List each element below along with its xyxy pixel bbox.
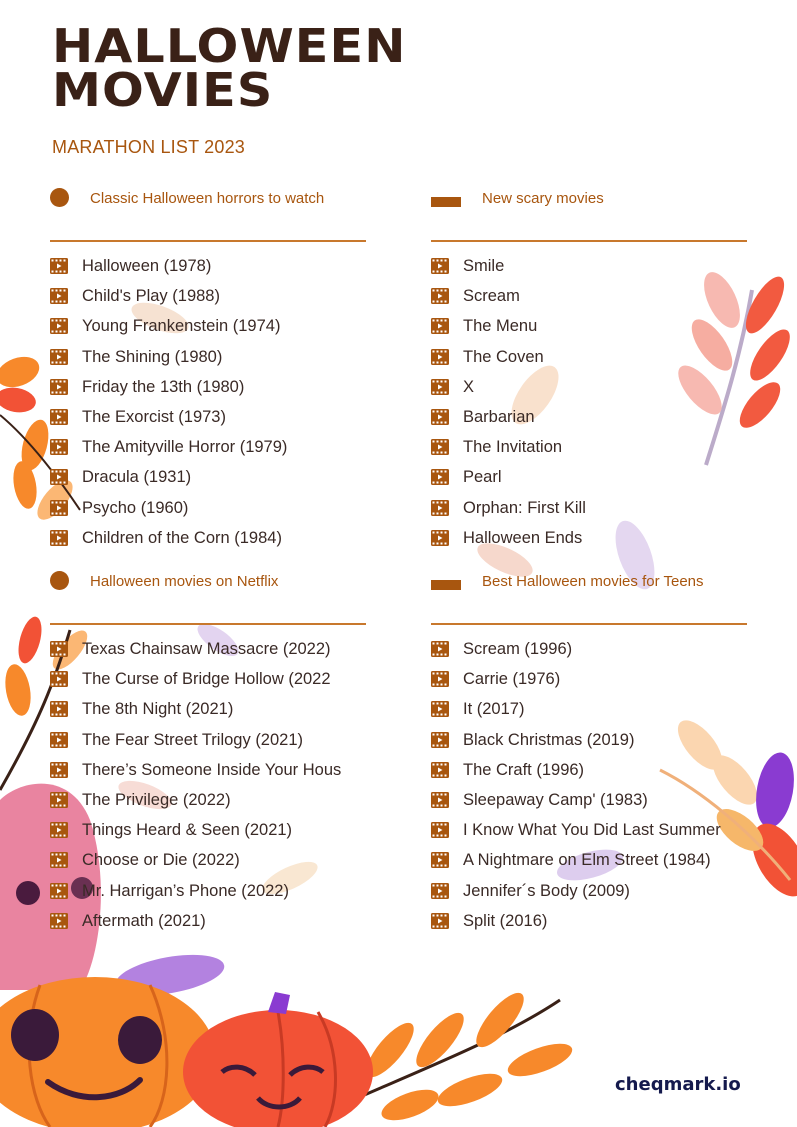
page-subtitle: MARATHON LIST 2023 bbox=[52, 137, 245, 157]
film-icon bbox=[50, 762, 68, 778]
movie-title: The Invitation bbox=[463, 438, 563, 457]
film-icon bbox=[431, 318, 449, 334]
film-icon bbox=[431, 439, 449, 455]
section-heading: New scary movies bbox=[482, 190, 604, 207]
movie-title: X bbox=[463, 377, 475, 396]
film-icon bbox=[50, 852, 68, 868]
film-icon bbox=[50, 469, 68, 485]
film-icon bbox=[431, 409, 449, 425]
movie-title: Children of the Corn (1984) bbox=[82, 528, 282, 547]
list-item bbox=[50, 316, 366, 346]
film-icon bbox=[50, 318, 68, 334]
list-item bbox=[431, 881, 747, 911]
pumpkin-icon bbox=[183, 992, 373, 1127]
film-icon bbox=[431, 792, 449, 808]
list-item bbox=[431, 377, 747, 407]
film-icon bbox=[50, 530, 68, 546]
list-item bbox=[50, 699, 366, 729]
film-icon bbox=[431, 500, 449, 516]
movie-title: Split (2016) bbox=[463, 911, 548, 930]
movie-title: Orphan: First Kill bbox=[463, 498, 586, 517]
movie-title: Young Frankenstein (1974) bbox=[82, 317, 281, 336]
section-heading: Classic Halloween horrors to watch bbox=[90, 190, 325, 207]
list-item bbox=[431, 316, 747, 346]
movie-title: The Exorcist (1973) bbox=[82, 407, 226, 426]
film-icon bbox=[431, 258, 449, 274]
movie-title: Scream (1996) bbox=[463, 640, 573, 658]
list-item bbox=[50, 286, 366, 316]
section-header bbox=[431, 563, 747, 625]
movie-title: The Shining (1980) bbox=[82, 347, 223, 366]
movie-list bbox=[431, 242, 747, 558]
section-header bbox=[50, 563, 366, 625]
movie-title: There’s Someone Inside Your Hous bbox=[82, 760, 342, 779]
list-item bbox=[431, 347, 747, 377]
list-item bbox=[431, 850, 747, 880]
film-icon bbox=[50, 822, 68, 838]
bar-bullet-icon bbox=[431, 197, 461, 207]
movie-title: Pearl bbox=[463, 468, 502, 487]
film-icon bbox=[431, 379, 449, 395]
list-item bbox=[431, 437, 747, 467]
movie-title: Smile bbox=[463, 257, 505, 275]
list-item bbox=[50, 850, 366, 880]
list-item bbox=[431, 528, 747, 558]
list-item bbox=[50, 256, 366, 286]
page-title bbox=[52, 19, 407, 117]
film-icon bbox=[431, 671, 449, 687]
movie-title: Black Christmas (2019) bbox=[463, 730, 635, 749]
list-item bbox=[431, 730, 747, 760]
movie-title: The Fear Street Trilogy (2021) bbox=[82, 730, 304, 749]
film-icon bbox=[431, 732, 449, 748]
title-line-2: MOVIES bbox=[52, 63, 274, 117]
movie-title: Choose or Die (2022) bbox=[82, 851, 240, 870]
movie-title: It (2017) bbox=[463, 700, 525, 719]
list-item bbox=[431, 699, 747, 729]
film-icon bbox=[50, 288, 68, 304]
list-item bbox=[431, 790, 747, 820]
movie-list bbox=[431, 625, 747, 941]
movie-title: Halloween Ends bbox=[463, 528, 583, 547]
section-heading: Halloween movies on Netflix bbox=[90, 573, 279, 590]
film-icon bbox=[50, 913, 68, 929]
list-item bbox=[50, 437, 366, 467]
movie-title: The Privilege (2022) bbox=[82, 790, 231, 809]
film-icon bbox=[50, 883, 68, 899]
film-icon bbox=[50, 409, 68, 425]
list-item bbox=[431, 820, 747, 850]
movie-title: I Know What You Did Last Summer bbox=[463, 821, 721, 840]
movie-title: The Craft (1996) bbox=[463, 760, 585, 779]
film-icon bbox=[431, 641, 449, 657]
movie-title: Aftermath (2021) bbox=[82, 911, 206, 930]
movie-title: The Amityville Horror (1979) bbox=[82, 438, 288, 457]
film-icon bbox=[50, 439, 68, 455]
film-icon bbox=[431, 852, 449, 868]
list-item bbox=[50, 407, 366, 437]
section-header bbox=[431, 180, 747, 242]
list-item bbox=[50, 639, 366, 669]
list-item bbox=[50, 911, 366, 941]
section-teens bbox=[431, 563, 747, 941]
film-icon bbox=[50, 792, 68, 808]
list-item bbox=[431, 669, 747, 699]
pumpkin-icon bbox=[0, 977, 215, 1127]
film-icon bbox=[431, 762, 449, 778]
movie-title: Psycho (1960) bbox=[82, 498, 189, 517]
list-item bbox=[431, 760, 747, 790]
movie-title: Friday the 13th (1980) bbox=[82, 377, 245, 396]
list-item bbox=[431, 467, 747, 497]
movie-title: The 8th Night (2021) bbox=[82, 700, 234, 719]
movie-title: Child's Play (1988) bbox=[82, 287, 220, 306]
list-item bbox=[50, 347, 366, 377]
section-classic-horrors bbox=[50, 180, 366, 558]
movie-title: Mr. Harrigan’s Phone (2022) bbox=[82, 881, 289, 900]
film-icon bbox=[50, 379, 68, 395]
movie-title: Sleepaway Camp' (1983) bbox=[463, 790, 648, 809]
list-item bbox=[50, 498, 366, 528]
list-item bbox=[431, 286, 747, 316]
list-item bbox=[50, 881, 366, 911]
movie-title: Halloween (1978) bbox=[82, 257, 212, 275]
list-item bbox=[50, 528, 366, 558]
section-heading: Best Halloween movies for Teens bbox=[482, 573, 704, 590]
film-icon bbox=[431, 530, 449, 546]
list-item bbox=[50, 730, 366, 760]
film-icon bbox=[431, 822, 449, 838]
movie-title: Barbarian bbox=[463, 407, 535, 426]
movie-title: Dracula (1931) bbox=[82, 468, 192, 487]
movie-title: Texas Chainsaw Massacre (2022) bbox=[82, 640, 331, 658]
film-icon bbox=[431, 701, 449, 717]
film-icon bbox=[431, 913, 449, 929]
list-item bbox=[431, 256, 747, 286]
film-icon bbox=[50, 349, 68, 365]
movie-title: The Menu bbox=[463, 317, 538, 336]
movie-title: Jennifer´s Body (2009) bbox=[463, 881, 630, 900]
movie-title: Scream bbox=[463, 287, 520, 306]
list-item bbox=[50, 377, 366, 407]
movie-title: The Coven bbox=[463, 347, 544, 366]
film-icon bbox=[50, 258, 68, 274]
list-item bbox=[431, 639, 747, 669]
list-item bbox=[50, 669, 366, 699]
list-item bbox=[431, 498, 747, 528]
movie-title: Things Heard & Seen (2021) bbox=[82, 821, 293, 840]
film-icon bbox=[431, 883, 449, 899]
film-icon bbox=[50, 641, 68, 657]
movie-list bbox=[50, 625, 366, 941]
section-netflix bbox=[50, 563, 366, 941]
film-icon bbox=[50, 671, 68, 687]
film-icon bbox=[50, 500, 68, 516]
film-icon bbox=[50, 701, 68, 717]
film-icon bbox=[50, 732, 68, 748]
film-icon bbox=[431, 288, 449, 304]
section-header bbox=[50, 180, 366, 242]
movie-title: The Curse of Bridge Hollow (2022 bbox=[82, 670, 331, 689]
list-item bbox=[50, 467, 366, 497]
circle-bullet-icon bbox=[50, 571, 69, 590]
movie-title: Carrie (1976) bbox=[463, 670, 561, 689]
list-item bbox=[431, 911, 747, 941]
section-new-scary bbox=[431, 180, 747, 558]
brand-logo[interactable]: cheqmark.io bbox=[615, 1074, 741, 1095]
list-item bbox=[50, 760, 366, 790]
film-icon bbox=[431, 469, 449, 485]
list-item bbox=[50, 820, 366, 850]
movie-list bbox=[50, 242, 366, 558]
circle-bullet-icon bbox=[50, 188, 69, 207]
film-icon bbox=[431, 349, 449, 365]
movie-title: A Nightmare on Elm Street (1984) bbox=[463, 851, 711, 870]
list-item bbox=[431, 407, 747, 437]
bar-bullet-icon bbox=[431, 580, 461, 590]
title-line-1: HALLOWEEN bbox=[52, 19, 407, 73]
list-item bbox=[50, 790, 366, 820]
